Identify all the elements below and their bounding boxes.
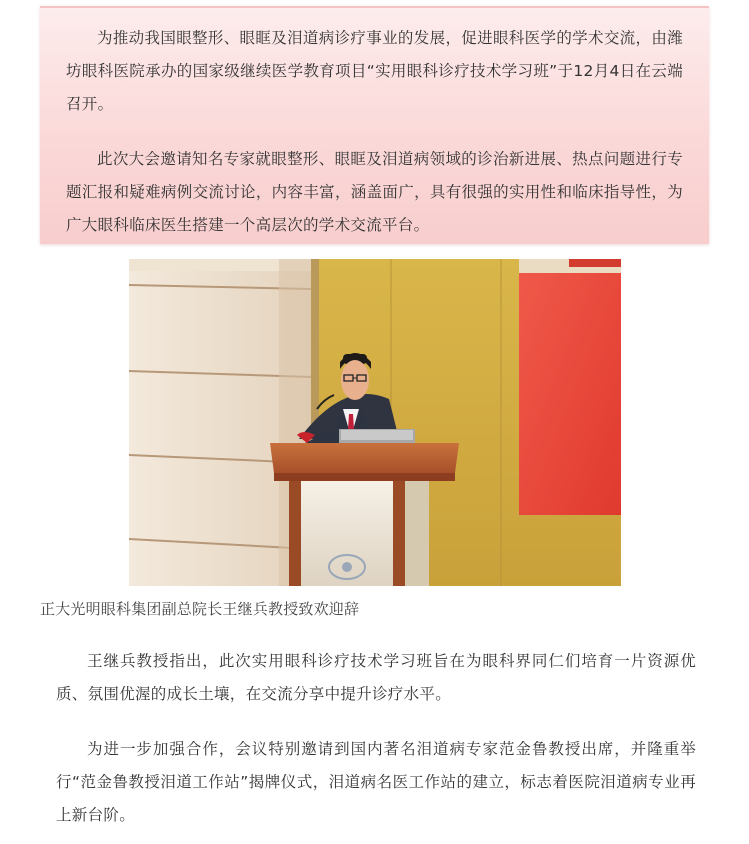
body-paragraph-2: 为进一步加强合作，会议特别邀请到国内著名泪道病专家范金鲁教授出席，并隆重举行“范金鲁教授泪道工作站”揭牌仪式，泪道病名医工作站的建立，标志着医院泪道病专业再上新台阶。: [56, 740, 696, 824]
article-body: [56, 645, 696, 832]
speaker-photo: [129, 259, 621, 586]
intro-highlight-box: [40, 6, 709, 244]
intro-paragraph-1: 为推动我国眼整形、眼眶及泪道病诊疗事业的发展，促进眼科医学的学术交流，由潍坊眼科医院承办的国家级继续医学教育项目“实用眼科诊疗技术学习班”于12月4日在云端召开。: [66, 29, 683, 113]
intro-paragraph-2: 此次大会邀请知名专家就眼整形、眼眶及泪道病领域的诊治新进展、热点问题进行专题汇报和疑难病例交流讨论，内容丰富，涵盖面广，具有很强的实用性和临床指导性，为广大眼科临床医生搭建一个高层次的学术交流平台。: [66, 150, 683, 234]
body-paragraph-1: 王继兵教授指出，此次实用眼科诊疗技术学习班旨在为眼科界同仁们培育一片资源优质、氛围优渥的成长土壤，在交流分享中提升诊疗水平。: [56, 652, 696, 703]
photo-caption: 正大光明眼科集团副总院长王继兵教授致欢迎辞: [40, 600, 360, 618]
